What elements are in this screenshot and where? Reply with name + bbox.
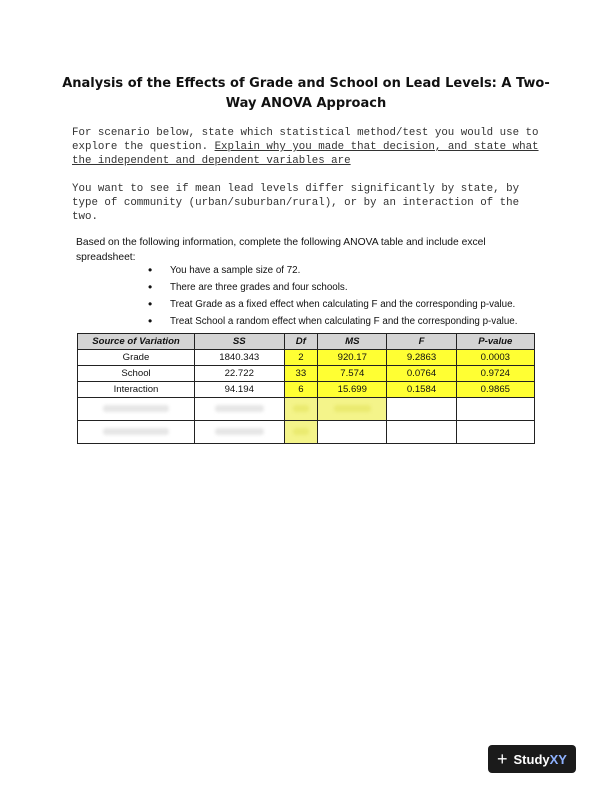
scenario-intro: For scenario below, state which statistical method/test you would use to explore the question. bbox=[72, 127, 539, 153]
table-row bbox=[78, 382, 535, 398]
blurred-cell bbox=[456, 421, 534, 444]
instructions: Based on the following information, complete the following ANOVA table and include excel spreadsheet: bbox=[76, 237, 486, 263]
cell-source: School bbox=[78, 366, 195, 382]
header-ms: MS bbox=[318, 334, 387, 350]
blurred-cell bbox=[78, 421, 195, 444]
page-title: Analysis of the Effects of Grade and School on Lead Levels: A Two-Way ANOVA Approach bbox=[62, 76, 550, 111]
blurred-cell bbox=[456, 398, 534, 421]
scenario-prompt bbox=[72, 126, 547, 168]
blurred-cell bbox=[318, 398, 387, 421]
cell-df: 33 bbox=[284, 366, 318, 382]
cell-f: 0.0764 bbox=[387, 366, 456, 382]
blurred-cell bbox=[387, 421, 456, 444]
cell-ss: 1840.343 bbox=[195, 350, 285, 366]
table-header-row bbox=[78, 334, 535, 350]
header-p: P-value bbox=[456, 334, 534, 350]
blurred-row bbox=[78, 421, 535, 444]
blurred-cell bbox=[78, 398, 195, 421]
cell-f: 0.1584 bbox=[387, 382, 456, 398]
blurred-cell bbox=[284, 421, 318, 444]
plus-icon: + bbox=[497, 749, 508, 769]
table-row bbox=[78, 350, 535, 366]
cell-ms: 7.574 bbox=[318, 366, 387, 382]
table-row bbox=[78, 366, 535, 382]
scenario-underlined: Explain why you made that decision, and state what the independent and dependent variables are bbox=[72, 141, 539, 167]
brand-name-a: Study bbox=[513, 751, 550, 767]
header-source: Source of Variation bbox=[78, 334, 195, 350]
cell-p: 0.0003 bbox=[456, 350, 534, 366]
problem-statement: You want to see if mean lead levels differ significantly by state, by type of community (urban/suburban/rural), or by an interaction of the two. bbox=[72, 183, 520, 223]
header-f: F bbox=[387, 334, 456, 350]
bullet-list bbox=[148, 262, 548, 330]
blurred-cell bbox=[284, 398, 318, 421]
anova-table bbox=[77, 333, 535, 444]
brand-name bbox=[514, 752, 567, 767]
cell-f: 9.2863 bbox=[387, 350, 456, 366]
cell-ss: 22.722 bbox=[195, 366, 285, 382]
blurred-cell bbox=[195, 398, 285, 421]
blurred-cell bbox=[195, 421, 285, 444]
blurred-cell bbox=[318, 421, 387, 444]
list-item: • You have a sample size of 72. bbox=[148, 262, 548, 279]
cell-ss: 94.194 bbox=[195, 382, 285, 398]
list-item: • Treat Grade as a fixed effect when calculating F and the corresponding p-value. bbox=[148, 296, 548, 313]
cell-source: Interaction bbox=[78, 382, 195, 398]
blurred-row bbox=[78, 398, 535, 421]
list-item: • There are three grades and four schools. bbox=[148, 279, 548, 296]
cell-p: 0.9724 bbox=[456, 366, 534, 382]
header-ss: SS bbox=[195, 334, 285, 350]
brand-logo[interactable] bbox=[488, 745, 576, 773]
cell-ms: 15.699 bbox=[318, 382, 387, 398]
cell-source: Grade bbox=[78, 350, 195, 366]
list-item: • Treat School a random effect when calculating F and the corresponding p-value. bbox=[148, 313, 548, 330]
cell-df: 2 bbox=[284, 350, 318, 366]
cell-df: 6 bbox=[284, 382, 318, 398]
blurred-cell bbox=[387, 398, 456, 421]
cell-p: 0.9865 bbox=[456, 382, 534, 398]
cell-ms: 920.17 bbox=[318, 350, 387, 366]
header-df: Df bbox=[284, 334, 318, 350]
brand-name-b: XY bbox=[549, 751, 567, 767]
